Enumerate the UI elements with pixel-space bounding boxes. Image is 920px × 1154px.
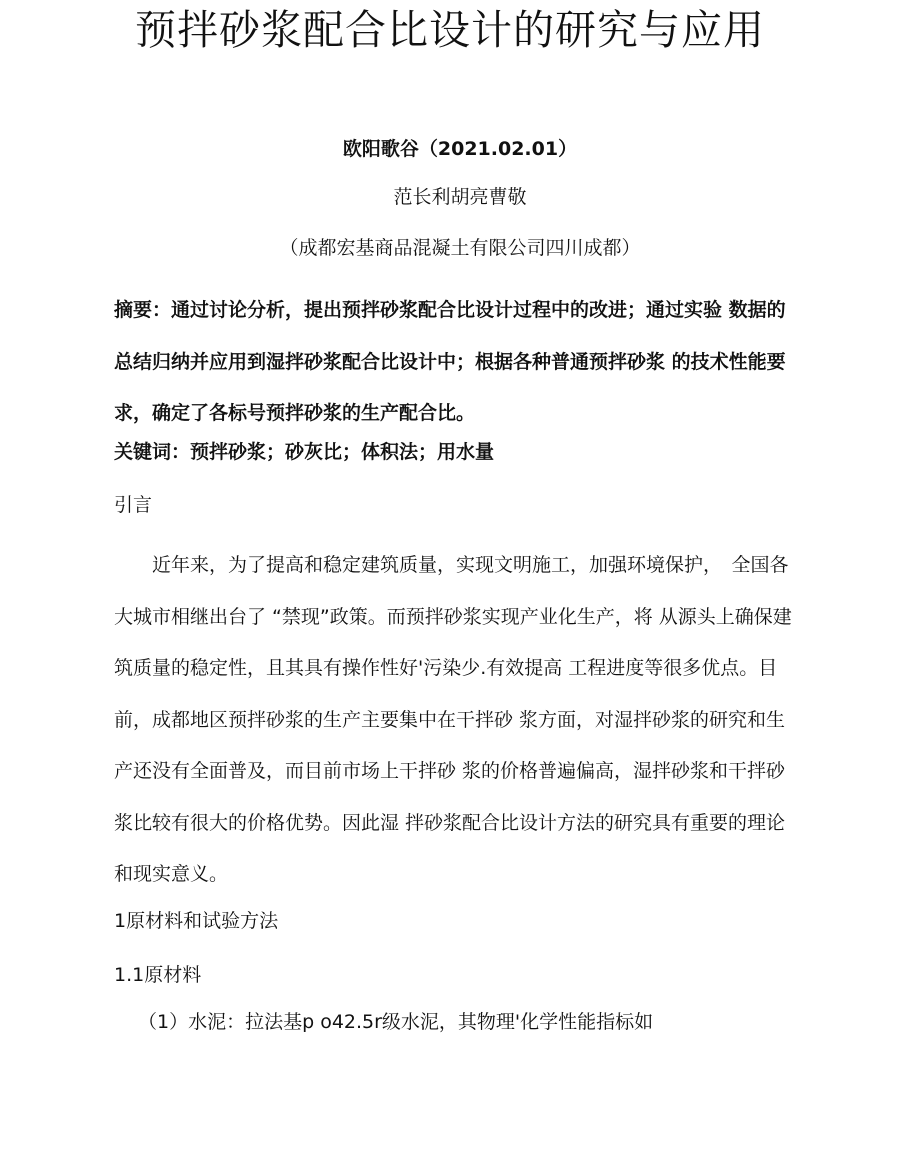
section-1-1-heading: 1.1原材料 <box>114 964 202 986</box>
document-title: 预拌砂浆配合比设计的研究与应用 <box>135 6 765 54</box>
intro-paragraph: 近年来，为了提高和稳定建筑质量，实现文明施工，加强环境保护， 全国各大城市相继出台了 “禁现”政策。而预拌砂浆实现产业化生产，将 从源头上确保建筑质量的稳定性，且其具有操作性好'污染少.有效提高 工程进度等很多优点。目前，成都地区预拌砂浆的生产主要集中在干拌砂 浆方面，对湿拌砂浆的研究和生产还没有全面普及，而目前市场上干拌砂 浆的价格普遍偏高，湿拌砂浆和干拌砂浆比较有很大的价格优势。因此湿 拌砂浆配合比设计方法的研究具有重要的理论和现实意义。 <box>114 554 792 885</box>
author-line: 欧阳歌谷（2021.02.01） <box>342 138 578 160</box>
material-item-1: （1）水泥：拉法基p o42.5r级水泥，其物理'化学性能指标如 <box>138 1011 654 1033</box>
abstract-paragraph: 摘要：通过讨论分析，提出预拌砂浆配合比设计过程中的改进；通过实验 数据的总结归纳并应用到湿拌砂浆配合比设计中；根据各种普通预拌砂浆 的技术性能要求，确定了各标号预拌砂浆的生产配合比。 <box>114 299 786 424</box>
author-affiliation: （成都宏基商品混凝土有限公司四川成都） <box>279 237 641 259</box>
section-1-heading: 1原材料和试验方法 <box>114 910 279 932</box>
intro-heading: 引言 <box>114 494 153 516</box>
author-names: 范长利胡亮曹敬 <box>393 186 527 208</box>
keywords-line: 关键词：预拌砂浆；砂灰比；体积法；用水量 <box>114 441 495 463</box>
